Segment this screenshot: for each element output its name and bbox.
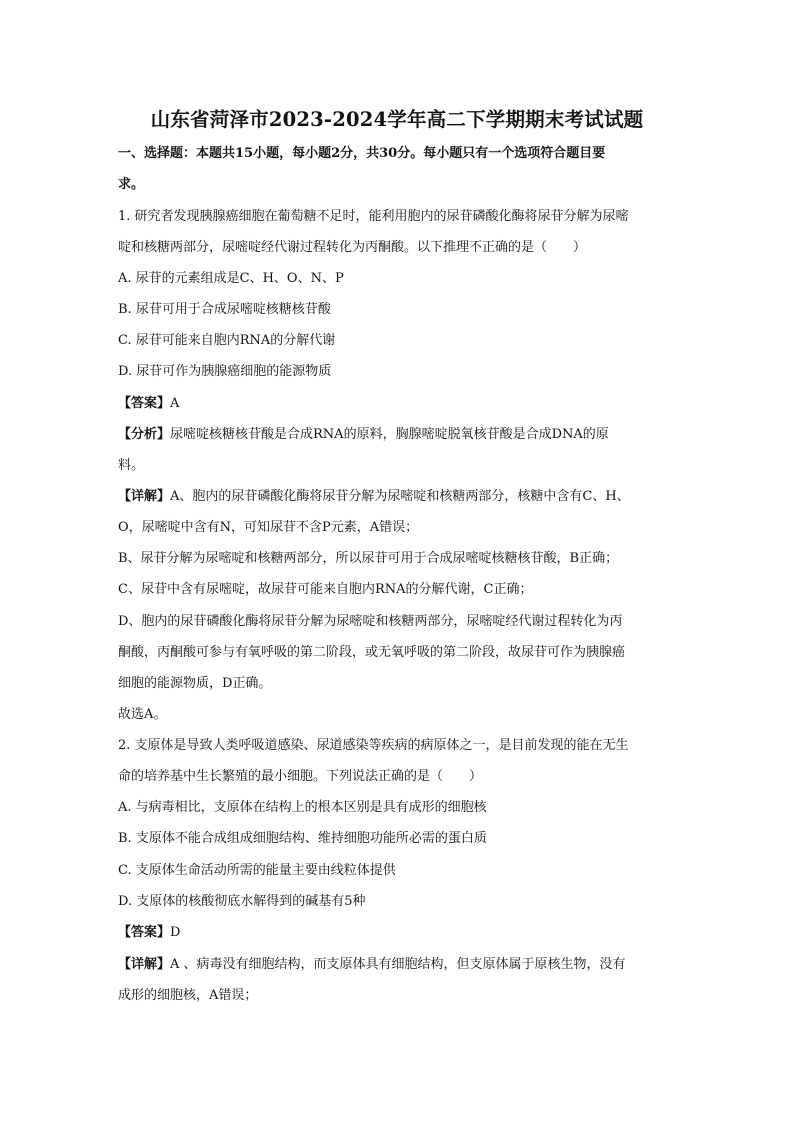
section-heading-line-2: 求。 [118, 177, 145, 192]
q1-option-b: B. 尿苷可用于合成尿嘧啶核糖核苷酸 [118, 302, 331, 317]
answer-value: D [170, 925, 181, 940]
q1-detail-line-1 [118, 488, 678, 506]
q1-analysis-line-1 [118, 426, 678, 444]
q2-stem-line-2: 命的培养基中生长繁殖的最小细胞。下列说法正确的是（ ） [118, 769, 483, 784]
q1-stem-line-2: 啶和核糖两部分，尿嘧啶经代谢过程转化为丙酮酸。以下推理不正确的是（ ） [118, 240, 587, 255]
answer-label: 【答案】 [118, 396, 171, 411]
q1-conclusion: 故选A。 [118, 707, 167, 722]
detail-label: 【详解】 [118, 489, 171, 504]
q1-analysis-line-2: 料。 [118, 458, 145, 473]
q2-option-d: D. 支原体的核酸彻底水解得到的碱基有5种 [118, 894, 366, 909]
q1-option-d: D. 尿苷可作为胰腺癌细胞的能源物质 [118, 364, 332, 379]
q2-stem-line-1: 2. 支原体是导致人类呼吸道感染、尿道感染等疾病的病原体之一，是目前发现的能在无生 [118, 738, 629, 753]
q2-answer [118, 924, 678, 942]
q2-option-b: B. 支原体不能合成组成细胞结构、维持细胞功能所必需的蛋白质 [118, 831, 487, 846]
q1-detail-line-7: 细胞的能源物质，D正确。 [118, 676, 272, 691]
q2-detail-line-1 [118, 956, 678, 974]
q1-option-c: C. 尿苷可能来自胞内RNA的分解代谢 [118, 333, 336, 348]
detail-text: A、胞内的尿苷磷酸化酶将尿苷分解为尿嘧啶和核糖两部分，核糖中含有C、H、 [170, 489, 630, 504]
q1-answer [118, 395, 678, 413]
detail-text: A 、病毒没有细胞结构，而支原体具有细胞结构，但支原体属于原核生物，没有 [170, 957, 626, 972]
analysis-text: 尿嘧啶核糖核苷酸是合成RNA的原料，胸腺嘧啶脱氧核苷酸是合成DNA的原 [170, 427, 609, 442]
q1-detail-line-4: C、尿苷中含有尿嘧啶，故尿苷可能来自胞内RNA的分解代谢，C正确； [118, 582, 533, 597]
q1-detail-line-3: B、尿苷分解为尿嘧啶和核糖两部分，所以尿苷可用于合成尿嘧啶核糖核苷酸，B正确； [118, 551, 619, 566]
q1-stem-line-1: 1. 研究者发现胰腺癌细胞在葡萄糖不足时，能利用胞内的尿苷磷酸化酶将尿苷分解为尿嘧 [118, 209, 629, 224]
q1-detail-line-2: O，尿嘧啶中含有N，可知尿苷不含P元素，A错误； [118, 520, 419, 535]
q1-detail-line-6: 酮酸，丙酮酸可参与有氧呼吸的第二阶段，或无氧呼吸的第二阶段，故尿苷可作为胰腺癌 [118, 645, 626, 660]
page-title: 山东省菏泽市2023-2024学年高二下学期期末考试试题 [150, 108, 644, 131]
section-heading-line-1: 一、选择题：本题共15小题，每小题2分，共30分。每小题只有一个选项符合题目要 [118, 146, 606, 161]
answer-value: A [170, 396, 180, 411]
answer-label: 【答案】 [118, 925, 171, 940]
q2-option-a: A. 与病毒相比，支原体在结构上的根本区别是具有成形的细胞核 [118, 800, 487, 815]
q2-option-c: C. 支原体生命活动所需的能量主要由线粒体提供 [118, 863, 396, 878]
q1-detail-line-5: D、胞内的尿苷磷酸化酶将尿苷分解为尿嘧啶和核糖两部分，尿嘧啶经代谢过程转化为丙 [118, 614, 623, 629]
analysis-label: 【分析】 [118, 427, 171, 442]
q1-option-a: A. 尿苷的元素组成是C、H、O、N、P [118, 271, 344, 286]
q2-detail-line-2: 成形的细胞核，A错误； [118, 988, 258, 1003]
detail-label: 【详解】 [118, 957, 171, 972]
